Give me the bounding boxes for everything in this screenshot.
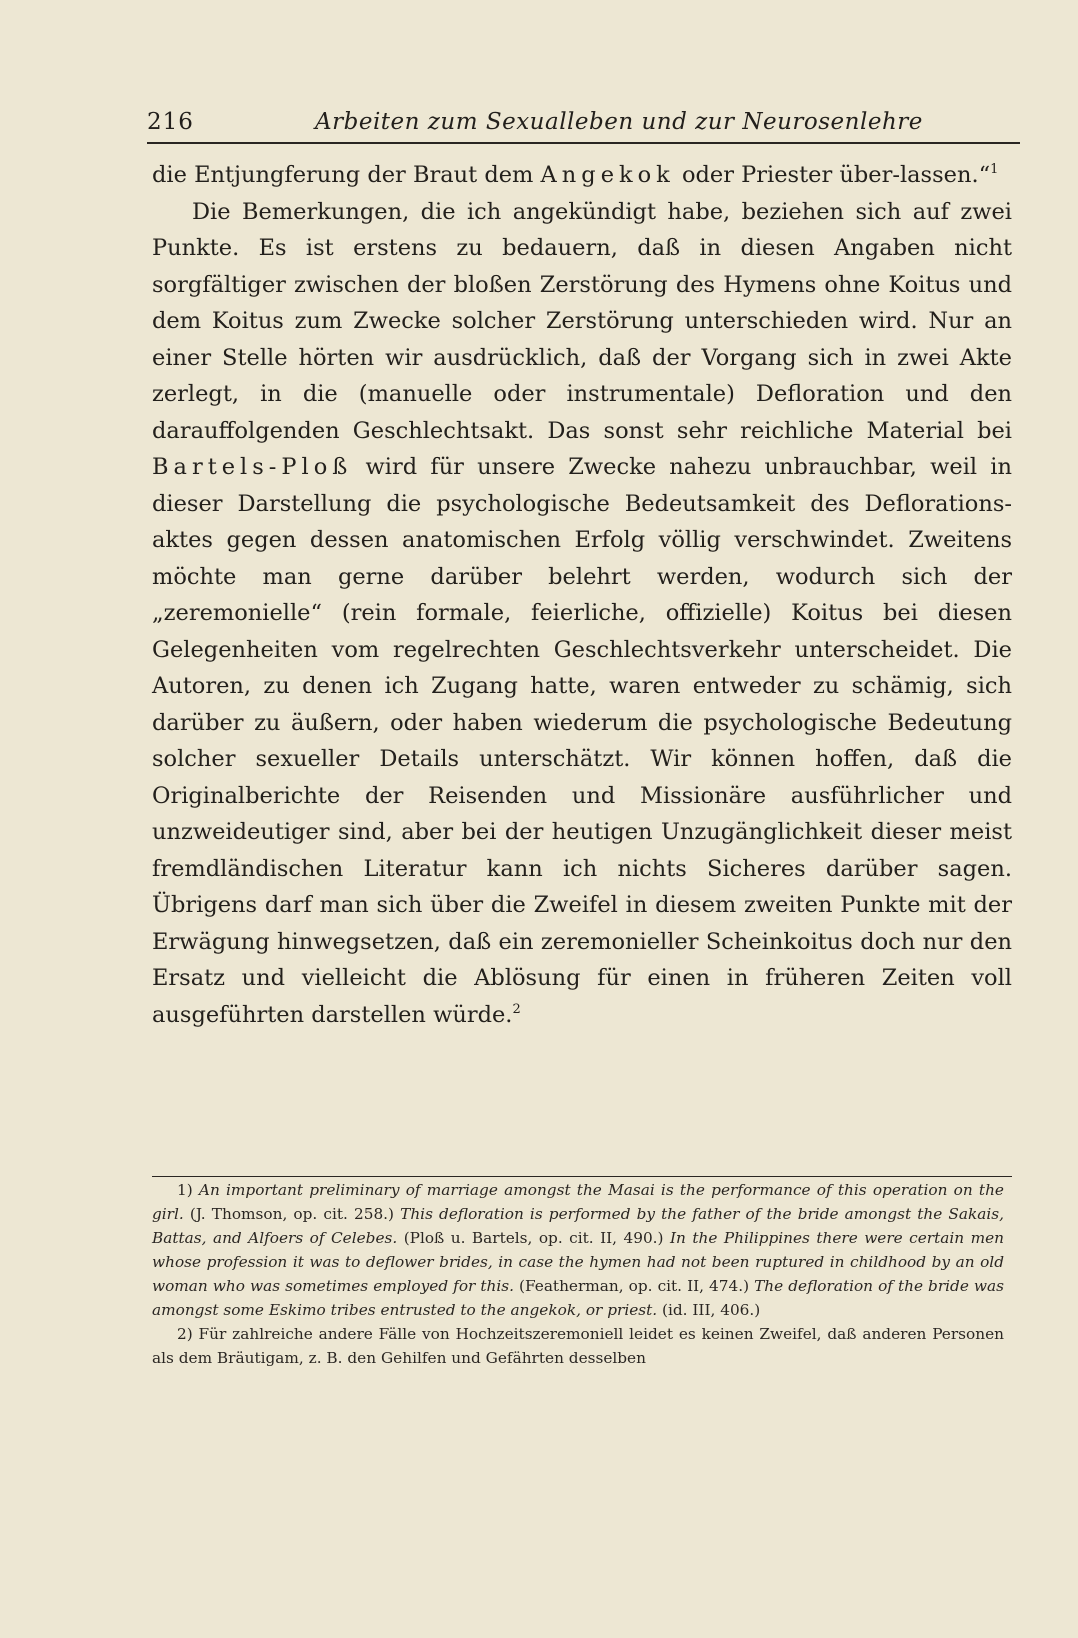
- footnotes: [152, 1178, 1004, 1370]
- footnote-ref-1: 1: [990, 162, 999, 177]
- main-text: [152, 157, 1012, 1033]
- page-number: 216: [147, 109, 194, 135]
- footnote-2-marker: 2): [177, 1325, 193, 1343]
- footnote-1-quote-4: The defloration of the bride was amongst some Eskimo tribes entrusted to the angekok, or priest.: [152, 1277, 1004, 1319]
- p2-text-b: wird für unsere Zwecke nahezu unbrauchbar, weil in dieser Darstellung die psychologische Bedeutsamkeit des Deflorations-aktes gegen dessen anatomischen Erfolg völlig verschwindet. Zweitens möchte man gerne darüber belehrt werden, wodurch sich der „zeremonielle“ (rein formale, feierliche, offizielle) Koitus bei diesen Gelegenheiten vom regelrechten Geschlechtsverkehr unterscheidet. Die Autoren, zu denen ich Zugang hatte, waren entweder zu schämig, sich darüber zu äußern, oder haben wiederum die psychologische Bedeutung solcher sexueller Details unterschätzt. Wir können hoffen, daß die Originalberichte der Reisenden und Missionäre ausführlicher und unzweideutiger sind, aber bei der heutigen Unzugänglichkeit dieser meist fremdländischen Literatur kann ich nichts Sicheres darüber sagen. Übrigens darf man sich über die Zweifel in diesem zweiten Punkte mit der Erwägung hinwegsetzen, daß ein zeremonieller Scheinkoitus doch nur den Ersatz und vielleicht die Ablösung für einen in früheren Zeiten voll ausgeführten darstellen würde.: [152, 454, 1012, 1028]
- p2-spaced-name: Bartels-Ploß: [152, 454, 353, 480]
- p2-text-a: Die Bemerkungen, die ich angekündigt habe, beziehen sich auf zwei Punkte. Es ist erstens zu bedauern, daß in diesen Angaben nicht sorgfältiger zwischen der bloßen Zerstörung des Hymens ohne Koitus und dem Koitus zum Zwecke solcher Zerstörung unterschieden wird. Nur an einer Stelle hörten wir ausdrücklich, daß der Vorgang sich in zwei Akte zerlegt, in die (manuelle oder instrumentale) Defloration und den darauffolgenden Geschlechtsakt. Das sonst sehr reichliche Material bei: [152, 198, 1012, 444]
- paragraph-1: [152, 157, 1012, 194]
- footnote-1-quote-1: An important preliminary of marriage amongst the Masai is the performance of this operation on the girl.: [152, 1181, 1004, 1223]
- footnote-2: [152, 1322, 1004, 1370]
- paragraph-2: [152, 194, 1012, 1034]
- footnote-1: [152, 1178, 1004, 1322]
- header-rule: [147, 142, 1020, 144]
- p1-spaced-name: Angekok: [540, 162, 675, 188]
- footnote-2-text: Für zahlreiche andere Fälle von Hochzeitszeremoniell leidet es keinen Zweifel, daß anderen Personen als dem Bräutigam, z. B. den Gehilfen und Gefährten desselben: [152, 1325, 1004, 1367]
- footnote-1-marker: 1): [177, 1181, 193, 1199]
- p1-text-a: die Entjungferung der Braut dem: [152, 162, 541, 188]
- footnote-1-ref-3: (Featherman, op. cit. II, 474.): [513, 1277, 755, 1295]
- footnote-1-quote-2: This defloration is performed by the father of the bride amongst the Sakais, Battas, and Alfoers of Celebes.: [152, 1205, 1004, 1247]
- footnote-rule: [152, 1176, 1012, 1177]
- p1-text-b: oder Priester über-lassen.“: [674, 162, 991, 188]
- footnote-1-ref-2: (Ploß u. Bartels, op. cit. II, 490.): [397, 1229, 670, 1247]
- footnote-1-ref-1: (J. Thomson, op. cit. 258.): [183, 1205, 401, 1223]
- page-header: [147, 104, 1007, 140]
- footnote-1-quote-3: In the Philippines there were certain men whose profession it was to deflower brides, in case the hymen had not been ruptured in childhood by an old woman who was sometimes employed for this.: [152, 1229, 1004, 1295]
- footnote-ref-2: 2: [512, 1001, 521, 1017]
- running-title: Arbeiten zum Sexualleben und zur Neurosenlehre: [315, 109, 923, 135]
- footnote-1-ref-4: (id. III, 406.): [657, 1301, 761, 1319]
